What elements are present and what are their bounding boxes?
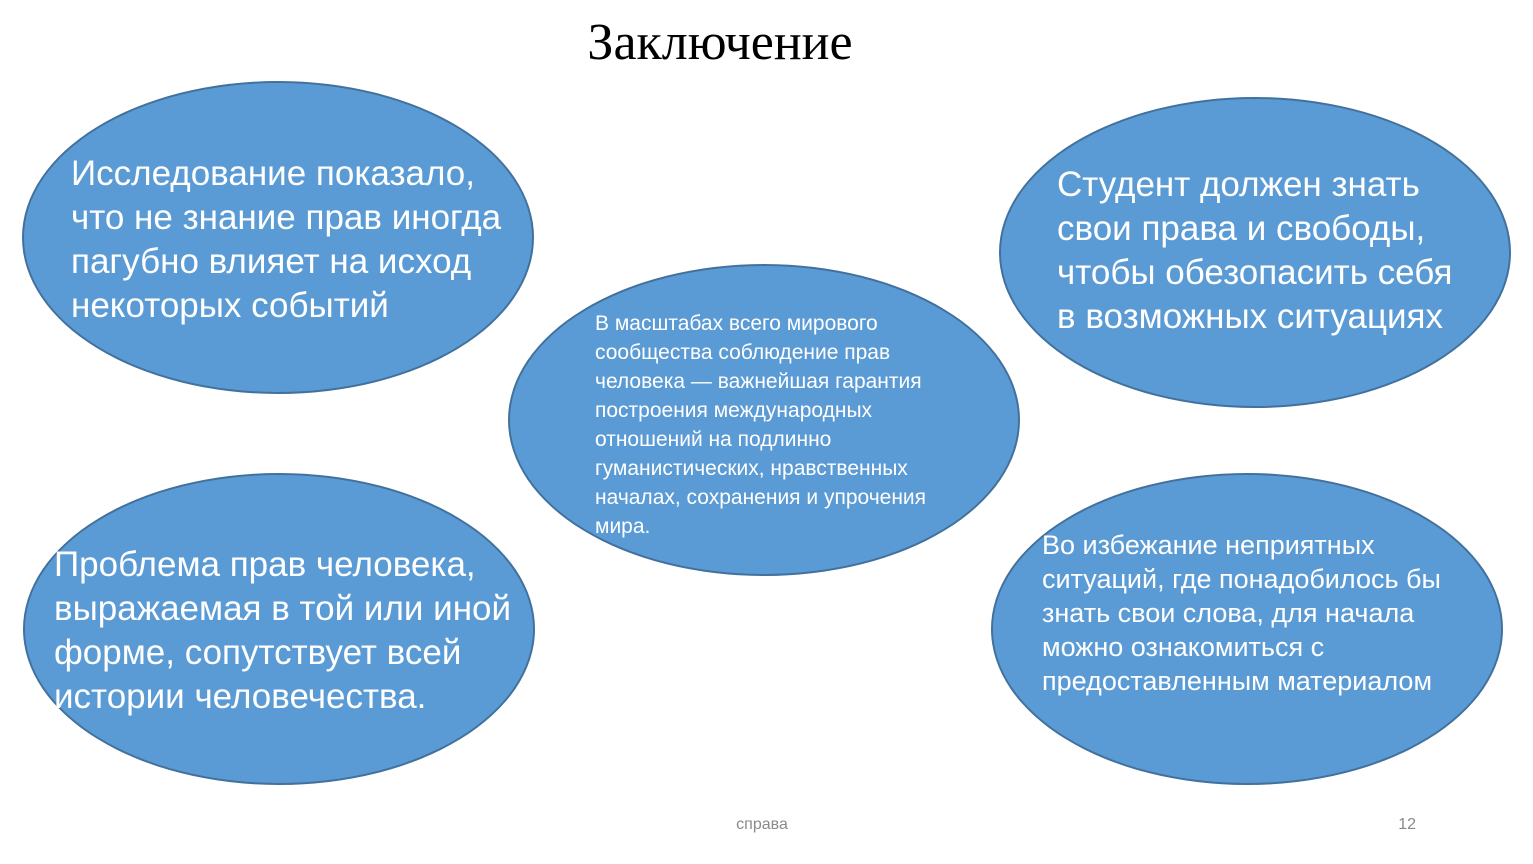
- text-line: в возможных ситуациях: [1057, 297, 1443, 336]
- text-line: форме, сопутствует всей: [54, 633, 462, 672]
- text-line: построения международных: [595, 399, 873, 422]
- page-number: 12: [1398, 816, 1416, 833]
- ellipse-human-rights-problem-text: [54, 543, 511, 719]
- text-line: пагубно влияет на исход: [71, 242, 472, 281]
- text-line: выражаемая в той или иной: [54, 589, 512, 628]
- ellipse-student-rights-text: [1057, 163, 1452, 339]
- text-line: Студент должен знать: [1057, 165, 1420, 204]
- text-line: началах, сохранения и упрочения: [595, 486, 927, 509]
- slide-title: Заключение: [587, 14, 853, 71]
- text-line: чтобы обезопасить себя: [1057, 253, 1453, 292]
- text-line: истории человечества.: [54, 677, 427, 716]
- text-line: предоставленным материалом: [1042, 666, 1433, 696]
- text-line: Проблема прав человека,: [54, 545, 476, 584]
- text-line: некоторых событий: [71, 286, 389, 325]
- text-line: Во избежание неприятных: [1042, 530, 1375, 560]
- text-line: В масштабах всего мирового: [595, 312, 878, 335]
- text-line: знать свои слова, для начала: [1042, 598, 1415, 628]
- ellipse-world-community-text: [595, 309, 926, 541]
- text-line: человека — важнейшая гарантия: [595, 370, 922, 393]
- text-line: мира.: [595, 515, 651, 538]
- text-line: сообщества соблюдение прав: [595, 341, 891, 364]
- text-line: ситуаций, где понадобилось бы: [1042, 564, 1441, 594]
- ellipse-avoid-situations-text: [1042, 528, 1441, 698]
- text-line: что не знание прав иногда: [71, 198, 502, 237]
- text-line: свои права и свободы,: [1057, 209, 1426, 248]
- text-line: гуманистических, нравственных: [595, 457, 908, 480]
- text-line: Исследование показало,: [71, 154, 475, 193]
- ellipse-research-finding-text: [71, 152, 501, 328]
- footer-text: справа: [736, 816, 788, 833]
- text-line: можно ознакомиться с: [1042, 632, 1325, 662]
- text-line: отношений на подлинно: [595, 428, 832, 451]
